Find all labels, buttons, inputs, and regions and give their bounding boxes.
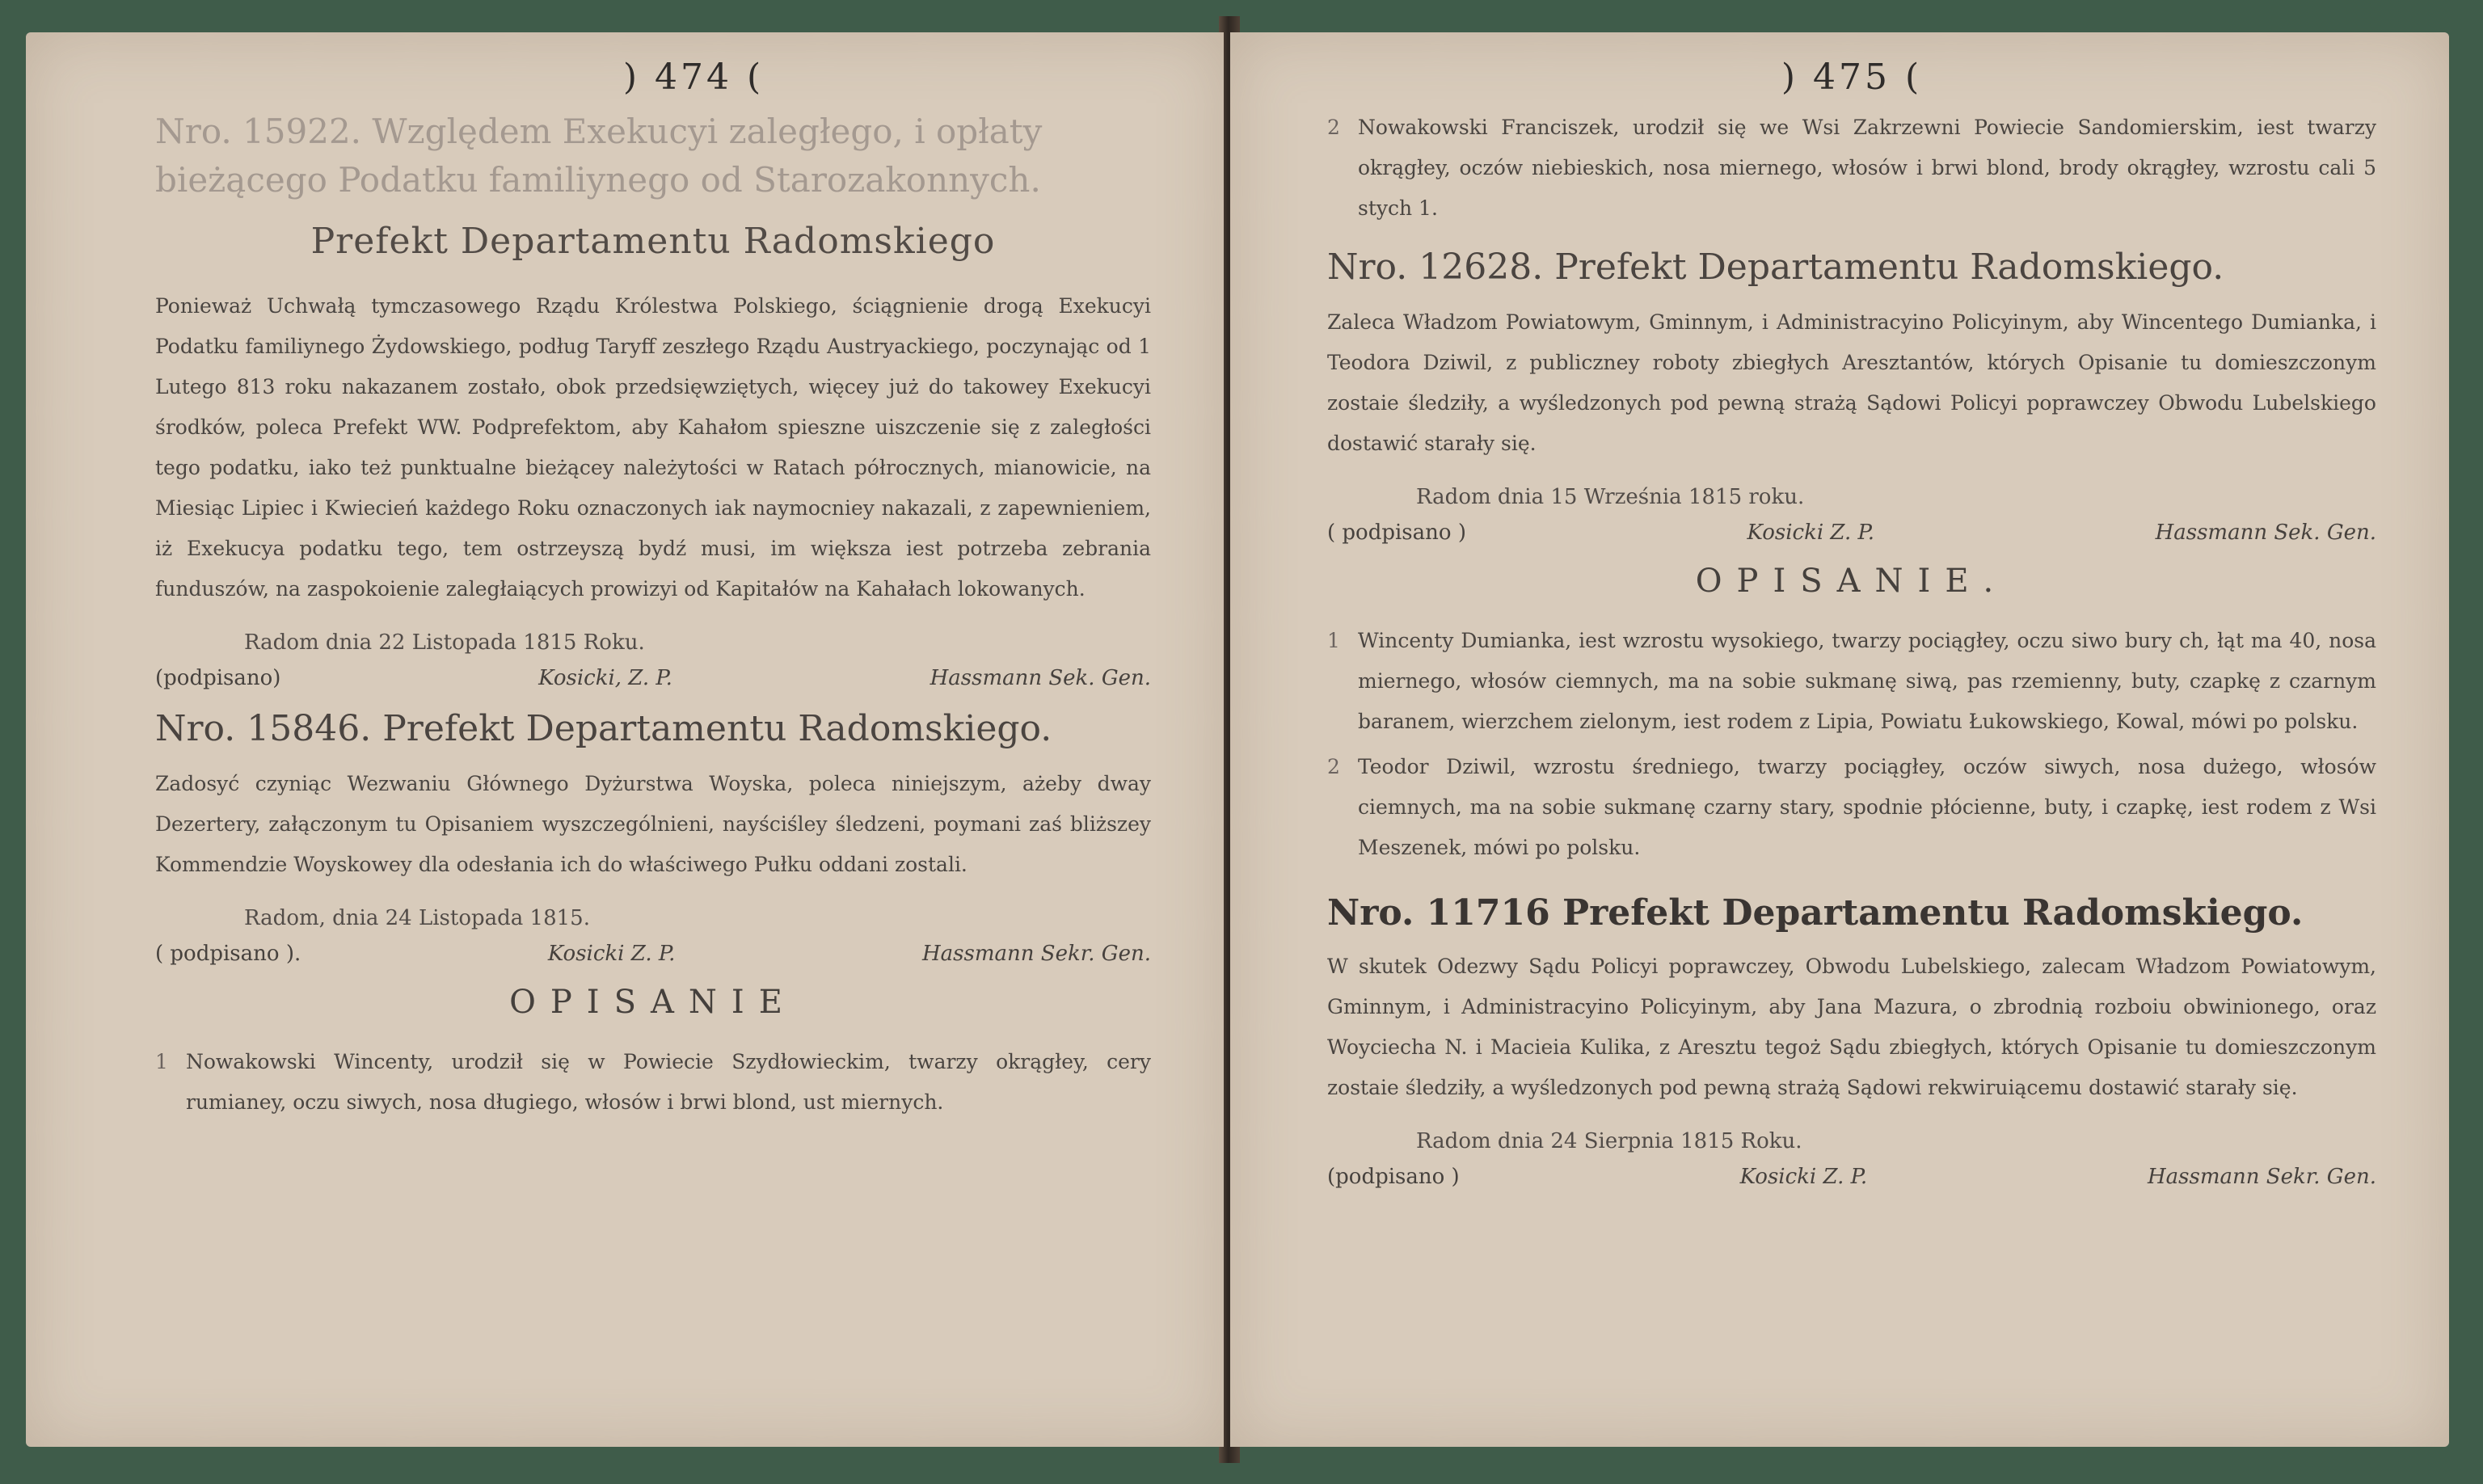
notice4-signatures [1327,1165,2376,1189]
signature-prefect: Kosicki Z. P. [547,942,676,966]
signature-prefect: Kosicki Z. P. [1747,521,1875,545]
faded-heading: Nro. 15922. Względem Exekucyi zaległego, i opłaty bieżącego Podatku familiynego od Starozakonnych. [155,112,1043,200]
left-page [26,32,1224,1447]
prefekt-title: Prefekt Departamentu Radomskiego [310,221,996,262]
signature-prefect: Kosicki, Z. P. [538,666,672,690]
notice2-signatures [155,942,1151,966]
notice4-text: W skutek Odezwy Sądu Policyi poprawczey, Obwodu Lubelskiego, zalecam Władzom Powiatowym, Gminnym, i Administracyino Policyinym, aby Jana Mazura, o zbrodnią rozboiu obwinionego, oraz Woyciecha N. i Macieia Kulika, z Aresztu tegoż Sądu zbiegłych, których Opisanie tu domieszczonym zostaie śledziły, a wyśledzonych pod pewną strażą Sądowi rekwiruiącemu dostawić starały się. [1327,955,2376,1099]
page-number-right: ) 475 ( [1781,57,1923,98]
item-text: Nowakowski Franciszek, urodził się we Wsi Zakrzewni Powiecie Sandomierskim, iest twarzy okrągłey, oczów niebieskich, nosa miernego, włosów i brwi blond, brody okrągłey, wzrostu cali 5 stych 1. [1358,116,2376,220]
signature-secretary: Hassmann Sekr. Gen. [921,942,1151,966]
signature-prefect: Kosicki Z. P. [1739,1165,1868,1189]
description-item [155,1042,1151,1123]
item-text: Wincenty Dumianka, iest wzrostu wysokiego, twarzy pociągłey, oczu siwo bury ch, łąt ma 40, nosa miernego, włosów ciemnych, ma na sobie sukmanę siwą, pas rzemienny, buty, czapkę z czarnym baranem, wierzchem zielonym, iest rodem z Lipia, Powiatu Łukowskiego, Kowal, mówi po polsku. [1358,629,2376,733]
notice4-number: Nro. 11716 [1327,892,1550,934]
description-item [1327,108,2376,229]
notice2-number: Nro. 15846. [155,708,372,749]
notice4-heading [1327,892,2376,934]
notice3-heading [1327,247,2376,288]
notice3-signatures [1327,521,2376,545]
item-number: 2 [1327,755,1340,778]
notice3-text: Zaleca Władzom Powiatowym, Gminnym, i Administracyino Policyinym, aby Wincentego Dumianka, i Teodora Dziwil, z publiczney roboty zbiegłych Aresztantów, których Opisanie tu domieszczonym zostaie śledziły, a wyśledzonych pod pewną strażą Sądowi Policyi poprawczey Obwodu Lubelskiego dostawić starały się. [1327,310,2376,455]
description-item [1327,747,2376,868]
notice1-text: Ponieważ Uchwałą tymczasowego Rządu Królestwa Polskiego, ściągnienie drogą Exekucyi Podatku familiynego Żydowskiego, podług Taryff zeszłego Rządu Austryackiego, poczynając od 1 Lutego 813 roku nakazanem zostało, obok przedsięwziętych, więcey już do takowey Exekucyi środków, poleca Prefekt WW. Podprefektom, aby Kahałom spieszne uiszczenie się z zaległości tego podatku, iako też punktualne bieżącey należytości w Ratach półrocznych, mianowicie, na Miesiąc Lipiec i Kwiecień każdego Roku oznaczonych iak naymocniey nakazali, z zapewnieniem, iż Exekucya podatku tego, tem ostrzeyszą bydź musi, im większa iest potrzeba zebrania funduszów, na zaspokoienie zaległaiących prowizyi od Kapitałów na Kahałach lokowanych. [155,294,1151,601]
item-number: 2 [1327,116,1340,139]
notice4-date: Radom dnia 24 Sierpnia 1815 Roku. [1416,1129,1802,1153]
notice3-number: Nro. 12628. [1327,247,1544,288]
item-text: Nowakowski Wincenty, urodził się w Powiecie Szydłowieckim, twarzy okrągłey, cery rumianey, oczu siwych, nosa długiego, włosów i brwi blond, ust miernych. [186,1050,1151,1114]
notice1-signatures [155,666,1151,690]
opisanie-heading: OPISANIE [509,984,797,1021]
signature-secretary: Hassmann Sek. Gen. [2155,521,2376,545]
description-item [1327,621,2376,742]
notice3-date: Radom dnia 15 Września 1815 roku. [1416,485,1805,509]
item-number: 1 [1327,629,1340,652]
signature-podpisano: (podpisano ) [1327,1165,1460,1189]
notice4-title: Prefekt Departamentu Radomskiego. [1562,892,2304,934]
signature-secretary: Hassmann Sekr. Gen. [2147,1165,2376,1189]
signature-podpisano: ( podpisano ). [155,942,301,966]
signature-podpisano: (podpisano) [155,666,281,690]
signature-podpisano: ( podpisano ) [1327,521,1466,545]
right-page [1230,32,2449,1447]
notice2-title: Prefekt Departamentu Radomskiego. [382,708,1052,749]
notice1-date: Radom dnia 22 Listopada 1815 Roku. [244,630,645,655]
notice2-text: Zadosyć czyniąc Wezwaniu Głównego Dyżurstwa Woyska, poleca niniejszym, ażeby dway Dezertery, załączonym tu Opisaniem wyszczególnieni, nayściśley śledzeni, poymani zaś bliższey Kommendzie Woyskowey dla odesłania ich do właściwego Pułku oddani zostali. [155,772,1151,876]
item-text: Teodor Dziwil, wzrostu średniego, twarzy pociągłey, oczów siwych, nosa dużego, włosów ciemnych, ma na sobie sukmanę czarny stary, spodnie płócienne, buty, i czapkę, iest rodem z Wsi Meszenek, mówi po polsku. [1358,755,2376,859]
notice2-heading [155,708,1151,749]
signature-secretary: Hassmann Sek. Gen. [930,666,1151,690]
opisanie-heading: OPISANIE. [1695,563,2009,600]
notice2-date: Radom, dnia 24 Listopada 1815. [244,906,590,930]
item-number: 1 [155,1050,168,1073]
page-number-left: ) 474 ( [622,57,765,98]
notice3-title: Prefekt Departamentu Radomskiego. [1554,247,2224,288]
